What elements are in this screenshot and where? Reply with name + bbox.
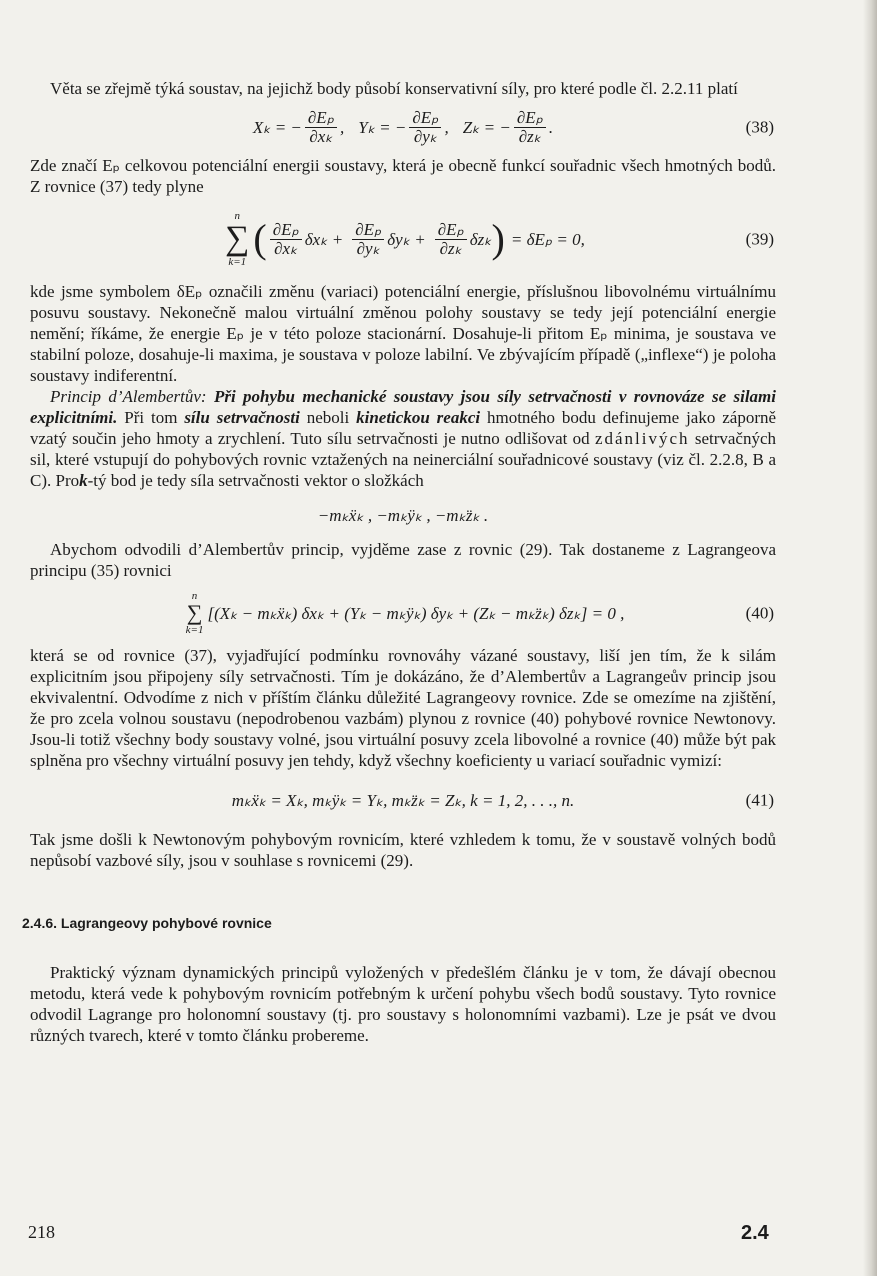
paragraph-4: Princip d’Alembertův: Při pohybu mechanické soustavy jsou síly setrvačnosti v rovnováze se silami explicitními. Při tom sílu setrvačnosti neboli kinetickou reakci hmotného bodu definujeme jako záporně vzatý součin jeho hmoty a zrychlení. Tuto sílu setrvačnosti je nutno odlišovat od zdánlivých setrvačných sil, které vstupují do pohybových rovnic vztažených na neinerciální souřadnicové soustavy (viz čl. 2.2.8, B a C). Prok-tý bod je tedy síla setrvačnosti vektor o složkách xyxy=(30,387,777,490)
paragraph-3: kde jsme symbolem δEₚ označili změnu (variaci) potenciální energie, příslušnou libovolnému virtuálnímu posuvu soustavy. Nekonečně malou virtuální změnou polohy soustavy se tedy její potenciální energie nemění; říkáme, že energie Eₚ je v této poloze stacionární. Dosahuje-li přitom Eₚ minima, je soustava ve stabilní poloze, dosahuje-li maxima, je soustava v poloze labilní. Ve zbývajícím případě („inflexe“) je poloha soustavy indiferentní. xyxy=(30,282,776,385)
inertia-components: −mₖẍₖ , −mₖÿₖ , −mₖz̈ₖ . xyxy=(317,505,489,525)
paragraph-2: Zde značí Eₚ celkovou potenciální energii soustavy, která je obecně funkcí souřadnic všech hmotných bodů. Z rovnice (37) tedy plyne xyxy=(30,156,776,196)
paragraph-8: Praktický význam dynamických principů vyložených v předešlém článku je v tom, že dávají obecnou metodu, která vede k pohybovým rovnicím potřebným k určení pohybu všech bodů soustavy. Tyto rovnice odvodil Lagrange pro holonomní soustavy (tj. pro soustavy s holonomními vazbami). Lze je psát ve dvou různých tvarech, které v tomto článku probereme. xyxy=(30,963,776,1045)
fraction: $\frac{\text{∂Eₚ}}{\text{∂zₖ}}$ xyxy=(514,109,546,146)
summation: n ∑ k=1 xyxy=(185,590,204,636)
equation-39: n ∑ k=1 ( $\frac{\text{∂Eₚ}}{\text{∂xₖ}}$ δxₖ + $\frac{\text{∂Eₚ}}{\text{∂yₖ}}$ δyₖ + $\frac{\text{∂Eₚ}}{\text{∂zₖ}}$ δzₖ ) = δEₚ = 0, (39) xyxy=(225,210,774,268)
fraction: $\frac{\text{∂Eₚ}}{\text{∂xₖ}}$ xyxy=(305,109,337,146)
paragraph-7: Tak jsme došli k Newtonovým pohybovým rovnicím, které vzhledem k tomu, že v soustavě volných bodů nepůsobí vazbové síly, jsou v souhlase s rovnicemi (29). xyxy=(30,830,776,870)
paragraph-1: Věta se zřejmě týká soustav, na jejichž body působí konservativní síly, pro které podle čl. 2.2.11 platí xyxy=(50,79,738,98)
spaced-term: zdánlivých xyxy=(594,429,690,448)
fraction: $\frac{\text{∂Eₚ}}{\text{∂yₖ}}$ xyxy=(409,109,441,146)
section-marker: 2.4 xyxy=(741,1222,769,1244)
section-heading: 2.4.6. Lagrangeovy pohybové rovnice xyxy=(22,915,272,931)
equation-41: mₖẍₖ = Xₖ, mₖÿₖ = Yₖ, mₖz̈ₖ = Zₖ, k = 1, 2, . . ., n. (41) xyxy=(231,790,774,810)
page-number: 218 xyxy=(28,1222,55,1242)
principle-statement: Při pohybu mechanické soustavy jsou síly setrvačnosti v rovnováze se silami explicitními. xyxy=(30,387,777,427)
fraction: $\frac{\text{∂Eₚ}}{\text{∂zₖ}}$ xyxy=(435,221,467,258)
principle-name: Princip d’Alembertův: xyxy=(50,387,207,406)
page-edge-shadow xyxy=(863,0,877,1276)
fraction: $\frac{\text{∂Eₚ}}{\text{∂yₖ}}$ xyxy=(352,221,384,258)
fraction: $\frac{\text{∂Eₚ}}{\text{∂xₖ}}$ xyxy=(270,221,302,258)
term-kinetic-reaction: kinetickou reakci xyxy=(356,408,481,427)
equation-number: (40) xyxy=(745,603,774,623)
equation-40: n ∑ k=1 [(Xₖ − mₖẍₖ) δxₖ + (Yₖ − mₖÿₖ) δyₖ + (Zₖ − mₖz̈ₖ) δzₖ] = 0 , (40) xyxy=(185,590,774,636)
page-body xyxy=(22,78,777,1046)
term-inertia-force: sílu setrvačnosti xyxy=(184,408,300,427)
paragraph-5: Abychom odvodili d’Alembertův princip, vyjděme zase z rovnic (29). Tak dostaneme z Lagrangeova principu (35) rovnici xyxy=(30,540,776,580)
summation: n ∑ k=1 xyxy=(225,210,250,268)
equation-number: (38) xyxy=(745,117,774,137)
equation-number: (39) xyxy=(745,229,774,249)
paragraph-6: která se od rovnice (37), vyjadřující podmínku rovnováhy vázané soustavy, liší jen tím, že k silám explicitním jsou připojeny síly setrvačnosti. Tím je dokázáno, že d’Alembertův a Lagrangeův princip jsou ekvivalentní. Odvodíme z nich v příštím článku důležité Lagrangeovy rovnice. Zde se omezíme na zjištění, že pro zcela volnou soustavu (nepodrobenou vazbám) plynou z rovnice (40) pohybové rovnice Newtonovy. Jsou-li totiž všechny body soustavy volné, jsou virtuální posuvy zcela libovolné a rovnice (40) může být pak splněna pro všechny virtuální posuvy jen tehdy, když všechny koeficienty u variací souřadnic vymizí: xyxy=(30,646,776,770)
equation-number: (41) xyxy=(745,790,774,810)
equation-38: Xₖ = − $\frac{\text{∂Eₚ}}{\text{∂xₖ}}$ , Yₖ = − $\frac{\text{∂Eₚ}}{\text{∂yₖ}}$ , Zₖ = − $\frac{\text{∂Eₚ}}{\text{∂zₖ}}$ . (38) xyxy=(252,107,774,146)
